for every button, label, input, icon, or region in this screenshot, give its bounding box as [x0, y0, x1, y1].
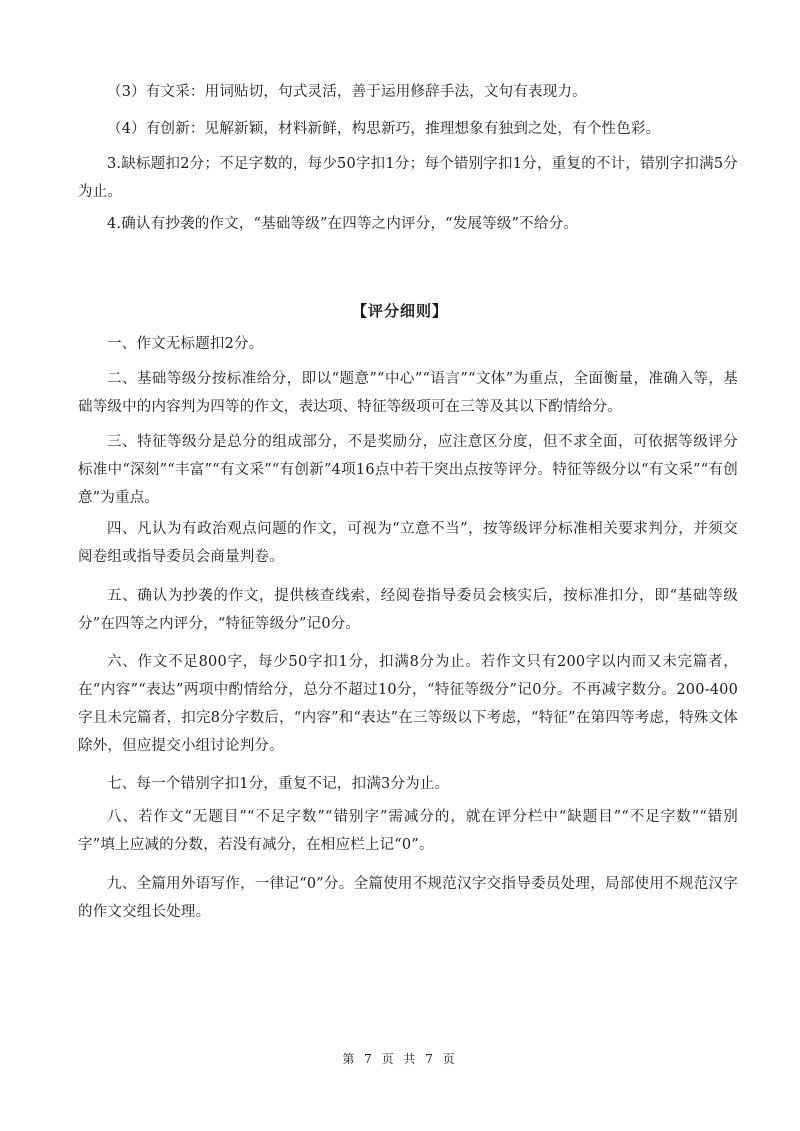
detail-item-8: 八、若作文“无题目”“不足字数”“错别字”需减分的，就在评分栏中“缺题目”“不足字数”“错别字”填上应减的分数，若没有减分，在相应栏上记“0”。	[78, 809, 738, 853]
criterion-literary-grace: （3）有文采：用词贴切，句式灵活，善于运用修辞手法，文句有表现力。	[107, 84, 587, 100]
detail-item-3: 三、特征等级分是总分的组成部分，不是奖励分，应注意区分度，但不求全面，可依据等级评分标准中“深刻”“丰富”“有文采”“有创新”4项16点中若干突出点按等评分。特征等级分以“有文采”“有创意”为重点。	[78, 434, 738, 506]
page-number: 第 7 页 共 7 页	[342, 1052, 458, 1066]
rule-missing-title-deduction: 3.缺标题扣2分；不足字数的，每少50字扣1分；每个错别字扣1分，重复的不计，错别字扣满5分为止。	[78, 156, 738, 200]
detail-item-1: 一、作文无标题扣2分。	[107, 336, 264, 352]
detail-item-7: 七、每一个错别字扣1分，重复不记，扣满3分为止。	[107, 776, 450, 792]
detail-item-5: 五、确认为抄袭的作文，提供核查线索，经阅卷指导委员会核实后，按标准扣分，即“基础等级分”在四等之内评分，“特征等级分”记0分。	[78, 588, 738, 632]
section-title: 【评分细则】	[351, 302, 448, 320]
detail-item-4: 四、凡认为有政治观点问题的作文，可视为“立意不当”，按等级评分标准相关要求判分，并须交阅卷组或指导委员会商量判卷。	[78, 521, 738, 565]
detail-item-9: 九、全篇用外语写作，一律记“0”分。全篇使用不规范汉字交指导委员处理，局部使用不规范汉字的作文交组长处理。	[78, 876, 738, 920]
criterion-innovation: （4）有创新：见解新颖，材料新鲜，构思新巧，推理想象有独到之处，有个性色彩。	[107, 121, 661, 137]
detail-item-2: 二、基础等级分按标准给分，即以“题意”“中心”“语言”“文体”为重点，全面衡量，准确入等，基础等级中的内容判为四等的作文，表达项、特征等级项可在三等及其以下酌情给分。	[78, 371, 738, 415]
rule-plagiarism: 4.确认有抄袭的作文，“基础等级”在四等之内评分，“发展等级”不给分。	[107, 216, 578, 232]
detail-item-6: 六、作文不足800字，每少50字扣1分，扣满8分为止。若作文只有200字以内而又未完篇者，在“内容”“表达”两项中酌情给分，总分不超过10分，“特征等级分”记0分。不再减字数分。200-400字且未完篇者，扣完8分字数后，“内容”和“表达”在三等级以下考虑，“特征”在第四等考虑，特殊文体除外，但应提交小组讨论判分。	[78, 654, 739, 754]
